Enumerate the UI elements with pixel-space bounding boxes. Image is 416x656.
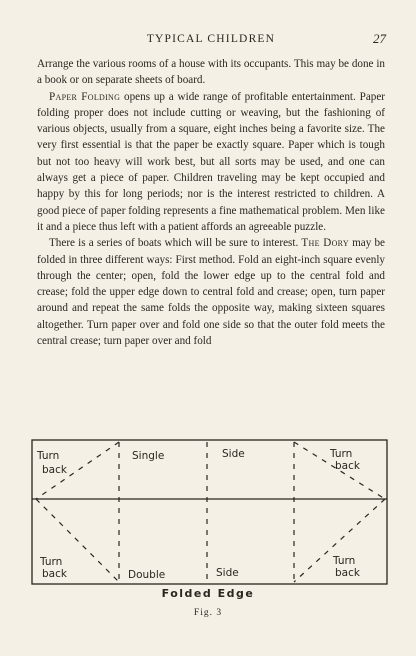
- fold-diagram: [30, 437, 390, 587]
- label-back-top-left: back: [42, 464, 67, 476]
- page-number: 27: [373, 31, 386, 46]
- paragraph-2-lead: Paper Folding: [49, 90, 121, 103]
- label-turn-top-left: Turn: [37, 450, 60, 462]
- paragraph-3-text-2: may be folded in three different ways: First method. Fold an eight-inch square evenly through the center; open, fold the lower edge up to the central fold and crease; fold the upper edge down to central fold and crease; open, turn paper around and repeat the same folds the opposite way, making sixteen squares altogether. Turn paper over and fold one side so that the outer fold meets the central crease; turn paper over and fold: [37, 237, 386, 348]
- paragraph-3: [37, 235, 385, 349]
- label-turn-top-right: Turn: [330, 448, 353, 460]
- label-single: Single: [132, 450, 165, 462]
- label-side-bottom: Side: [216, 567, 239, 579]
- paragraph-1-text: Arrange the various rooms of a house with its occupants. This may be done in a book or on separate sheets of board.: [37, 58, 385, 87]
- label-back-top-right: back: [335, 460, 360, 472]
- paragraph-3-lead: The Dory: [301, 237, 349, 250]
- running-head: [36, 33, 386, 49]
- running-title: TYPICAL CHILDREN: [146, 33, 276, 45]
- paragraph-1: [37, 56, 385, 89]
- figure-caption: Fig. 3: [193, 608, 223, 618]
- paragraph-2: [37, 89, 385, 236]
- paragraph-3-text: There is a series of boats which will be sure to interest.: [49, 237, 302, 250]
- paragraph-2-text: opens up a wide range of profitable entertainment. Paper folding proper does not include cutting or weaving, but the fashioning of various objects, usually from a square, eight inches being a favorite size. The very first essential is that the paper be exactly square. Paper which is tough but not too heavy will work best, but all sorts may be used, and one can always get a piece of paper. Children traveling may be kept occupied and happy by this for long periods; nor is the interest restricted to children. A good piece of paper folding represents a fine mathematical problem. Men like it and a piece thus left with a patient affords an agreeable puzzle.: [37, 90, 385, 233]
- label-double: Double: [128, 569, 166, 581]
- fold-diagram-svg: [30, 437, 390, 587]
- label-turn-bottom-left: Turn: [40, 556, 63, 568]
- label-side-top: Side: [222, 448, 245, 460]
- label-turn-bottom-right: Turn: [333, 555, 356, 567]
- body-text: [37, 56, 385, 349]
- folded-edge-label: Folded Edge: [161, 587, 255, 600]
- label-back-bottom-right: back: [335, 567, 360, 579]
- label-back-bottom-left: back: [42, 568, 67, 580]
